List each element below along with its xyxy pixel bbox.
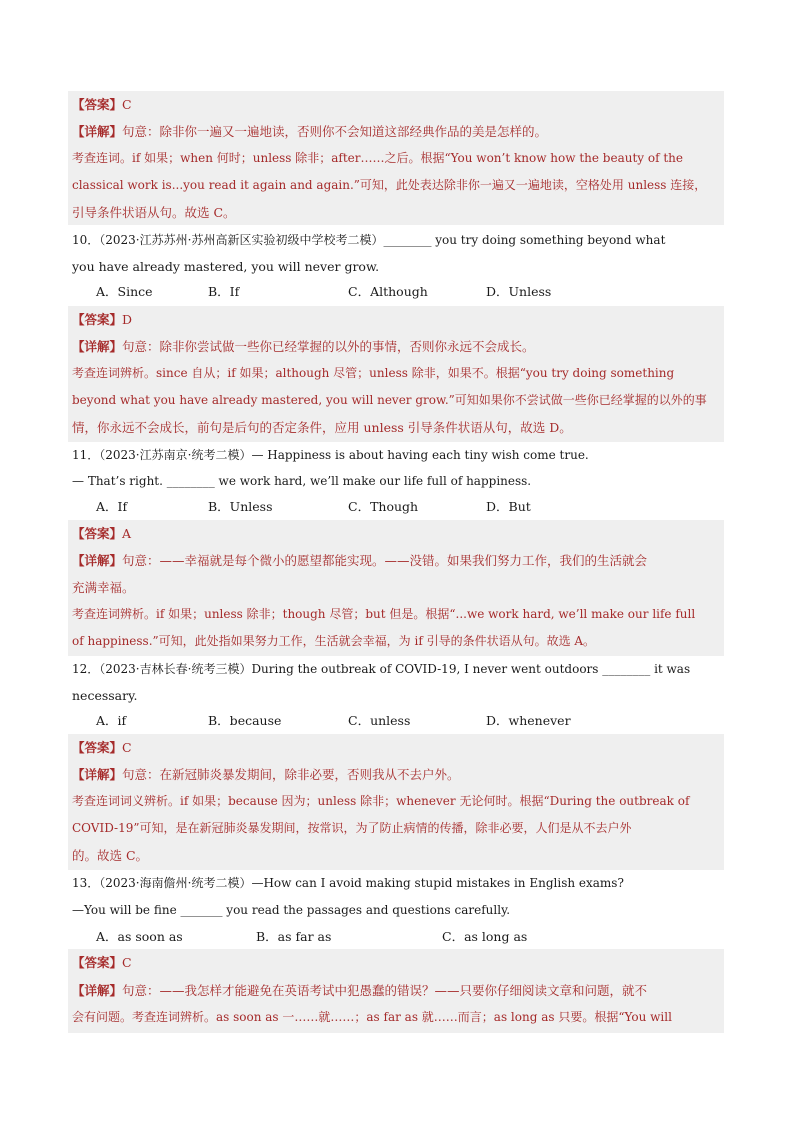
detail-text: 考查连词辨析。since 自从；if 如果；although 尽管；unless 除非，如果不。根据“you try doing something [72, 366, 675, 380]
detail-tag: 【详解】 [72, 983, 123, 998]
option-c: C．Though [348, 499, 419, 514]
option-b: B．as far as [256, 929, 332, 944]
answer-value: C [122, 955, 132, 970]
answer-value: C [122, 740, 132, 755]
detail-meaning: 句意：除非你一遍又一遍地读，否则你不会知道这部经典作品的美是怎样的。 [122, 124, 548, 139]
detail-text: classical work is...you read it again and again.”可知，此处表达除非你一遍又一遍地读，空格处用 unless 连接， [72, 178, 707, 192]
answer-line [72, 949, 724, 976]
detail-text: 引导条件状语从句。故选 C。 [72, 205, 236, 220]
question-stem: 12．（2023·吉林长春·统考三模）During the outbreak of COVID-19, I never went outdoors ________ it was [72, 662, 691, 676]
answer-line [72, 520, 724, 547]
detail-meaning-cont: 充满幸福。 [72, 580, 135, 595]
detail-tag: 【详解】 [72, 553, 123, 568]
option-a: A．as soon as [96, 929, 183, 944]
option-c: C．unless [348, 713, 411, 728]
answer-line [72, 306, 724, 333]
option-b: B．Unless [208, 499, 273, 514]
question-stem: you have already mastered, you will never grow. [72, 259, 380, 274]
answer-line [72, 734, 724, 761]
detail-line [72, 977, 724, 1004]
option-b: B．because [208, 713, 282, 728]
detail-meaning: 句意：——我怎样才能避免在英语考试中犯愚蠢的错误？——只要你仔细阅读文章和问题，就不 [122, 983, 648, 998]
answer-line [72, 91, 724, 118]
detail-meaning-cont: 会有问题。考查连词辨析。as soon as 一……就……；as far as 就……而言；as long as 只要。根据“You will [72, 1010, 672, 1024]
option-d: D．Unless [486, 284, 552, 299]
question-stem: 10．（2023·江苏苏州·苏州高新区实验初级中学校考二模）________ you try doing something beyond what [72, 233, 666, 247]
answer-tag: 【答案】 [72, 312, 123, 327]
detail-text: 考查连词词义辨析。if 如果；because 因为；unless 除非；whenever 无论何时。根据“During the outbreak of [72, 794, 690, 808]
detail-text: 的。故选 C。 [72, 848, 149, 863]
option-b: B．If [208, 284, 240, 299]
detail-meaning: 句意：在新冠肺炎暴发期间，除非必要，否则我从不去户外。 [122, 767, 460, 782]
detail-text: COVID-19”可知，是在新冠肺炎暴发期间，按常识，为了防止病情的传播，除非必要，人们是从不去户外 [72, 821, 632, 835]
option-c: C．Although [348, 284, 428, 299]
detail-line [72, 761, 724, 788]
detail-text: of happiness.”可知，此处指如果努力工作，生活就会幸福，为 if 引导的条件状语从句。故选 A。 [72, 634, 596, 648]
answer-value: C [122, 97, 132, 112]
detail-text: 情，你永远不会成长，前句是后句的否定条件，应用 unless 引导条件状语从句，故选 D。 [72, 420, 572, 435]
detail-line [72, 547, 724, 574]
option-d: D．But [486, 499, 531, 514]
answer-tag: 【答案】 [72, 955, 123, 970]
detail-tag: 【详解】 [72, 767, 123, 782]
answer-value: A [122, 526, 132, 541]
option-d: D．whenever [486, 713, 571, 728]
question-stem: —You will be fine _______ you read the passages and questions carefully. [72, 903, 511, 917]
detail-tag: 【详解】 [72, 124, 123, 139]
question-stem: — That’s right. ________ we work hard, we’ll make our life full of happiness. [72, 474, 532, 488]
question-stem: necessary. [72, 688, 138, 703]
answer-tag: 【答案】 [72, 740, 123, 755]
detail-meaning: 句意：——幸福就是每个微小的愿望都能实现。——没错。如果我们努力工作，我们的生活就会 [122, 553, 648, 568]
detail-text: beyond what you have already mastered, you will never grow.”可知如果你不尝试做一些你已经掌握的以外的事 [72, 393, 707, 407]
option-a: A．if [96, 713, 127, 728]
detail-meaning: 句意：除非你尝试做一些你已经掌握的以外的事情，否则你永远不会成长。 [122, 339, 535, 354]
detail-tag: 【详解】 [72, 339, 123, 354]
option-a: A．If [96, 499, 128, 514]
detail-text: 考查连词辨析。if 如果；unless 除非；though 尽管；but 但是。根据“...we work hard, we’ll make our life full [72, 607, 696, 621]
detail-text: 考查连词。if 如果；when 何时；unless 除非；after……之后。根据“You won’t know how the beauty of the [72, 151, 684, 165]
detail-line [72, 333, 724, 360]
answer-tag: 【答案】 [72, 97, 123, 112]
answer-value: D [122, 312, 133, 327]
detail-line [72, 118, 724, 145]
option-c: C．as long as [442, 929, 528, 944]
question-stem: 13．（2023·海南儋州·统考二模）—How can I avoid making stupid mistakes in English exams? [72, 876, 624, 890]
question-stem: 11．（2023·江苏南京·统考二模）— Happiness is about having each tiny wish come true. [72, 448, 589, 462]
option-a: A．Since [96, 284, 153, 299]
answer-tag: 【答案】 [72, 526, 123, 541]
